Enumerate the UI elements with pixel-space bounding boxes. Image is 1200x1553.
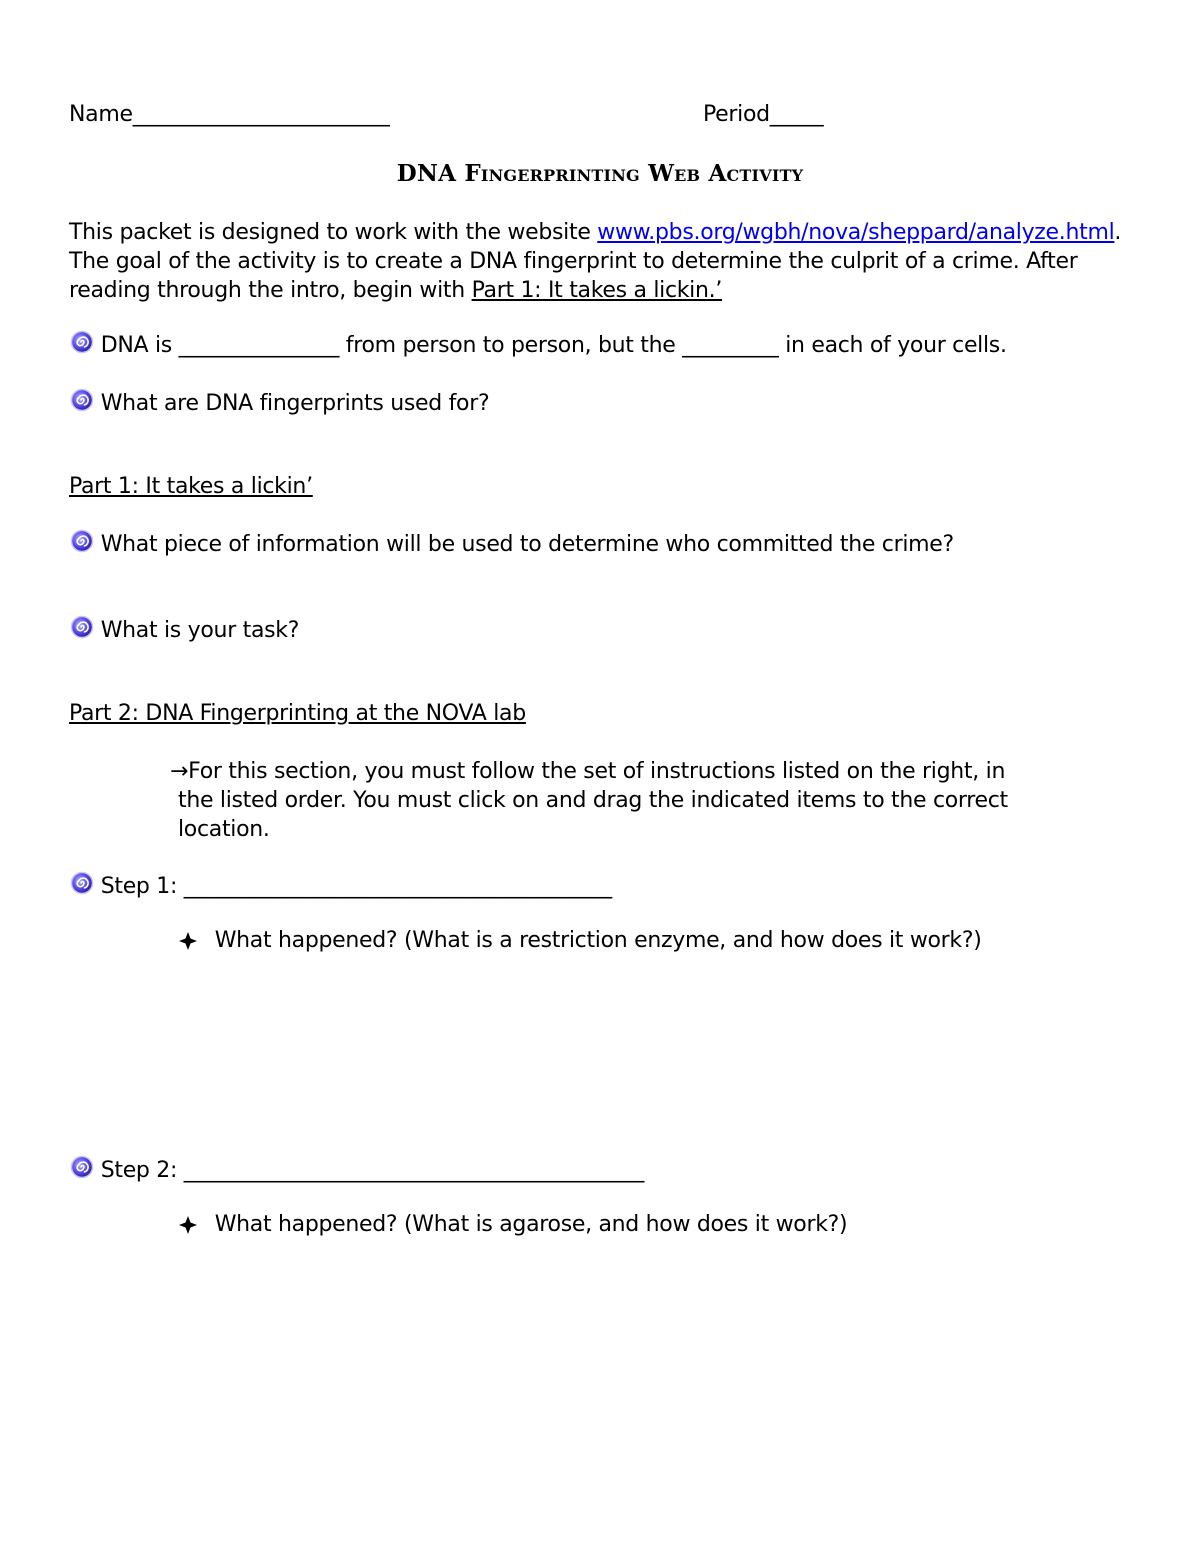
step-1-question: [178, 928, 982, 953]
swirl-bullet-icon: [70, 871, 94, 895]
instruction-line-1: [170, 757, 1008, 786]
question-crime-info: [70, 529, 954, 557]
step-2-question: [178, 1212, 847, 1237]
intro-line-3: [69, 276, 1121, 305]
swirl-bullet-icon: [70, 330, 94, 354]
question-fingerprint-uses: [70, 388, 489, 416]
name-field-label[interactable]: Name________________________: [69, 102, 390, 127]
part2-instructions: [170, 757, 1008, 844]
instruction-text: For this section, you must follow the set of instructions listed on the right, in: [188, 759, 1006, 784]
step-2-question-text: What happened? (What is agarose, and how does it work?): [214, 1212, 848, 1237]
instruction-line-2: the listed order. You must click on and drag the indicated items to the correct: [178, 788, 1008, 813]
question-text: What piece of information will be used to determine who committed the crime?: [100, 532, 954, 557]
intro-line-2: The goal of the activity is to create a DNA fingerprint to determine the culprit of a crime. After: [69, 249, 1078, 274]
intro-text: reading through the intro, begin with: [69, 278, 472, 303]
step-2: [70, 1155, 644, 1183]
swirl-bullet-icon: [70, 529, 94, 553]
swirl-bullet-icon: [70, 388, 94, 412]
part1-reference: Part 1: It takes a lickin.’: [471, 278, 723, 303]
diamond-bullet-icon: [178, 931, 198, 951]
part1-heading: Part 1: It takes a lickin’: [69, 474, 313, 499]
question-text: What is your task?: [100, 618, 300, 643]
instruction-line-3: location.: [178, 817, 270, 842]
question-text: What are DNA fingerprints used for?: [100, 391, 490, 416]
step-2-label: Step 2: ___________________________________________: [100, 1158, 644, 1183]
arrow-right-icon: →: [170, 759, 189, 784]
intro-paragraph: [69, 218, 1121, 305]
question-dna-varies: [70, 330, 1007, 358]
question-text: DNA is _______________ from person to person, but the _________ in each of your cells.: [100, 333, 1007, 358]
swirl-bullet-icon: [70, 1155, 94, 1179]
step-1-label: Step 1: ________________________________________: [100, 874, 612, 899]
intro-text: This packet is designed to work with the website: [69, 220, 598, 245]
part2-heading: Part 2: DNA Fingerprinting at the NOVA lab: [69, 701, 526, 726]
page-title: DNA Fingerprinting Web Activity: [396, 160, 804, 187]
step-1-question-text: What happened? (What is a restriction enzyme, and how does it work?): [214, 928, 982, 953]
intro-line-1: [69, 218, 1121, 247]
swirl-bullet-icon: [70, 615, 94, 639]
period-field-label[interactable]: Period_____: [703, 102, 824, 127]
website-link[interactable]: www.pbs.org/wgbh/nova/sheppard/analyze.html: [597, 220, 1115, 245]
step-1: [70, 871, 612, 899]
question-task: [70, 615, 299, 643]
intro-period: .: [1114, 220, 1122, 245]
diamond-bullet-icon: [178, 1215, 198, 1235]
